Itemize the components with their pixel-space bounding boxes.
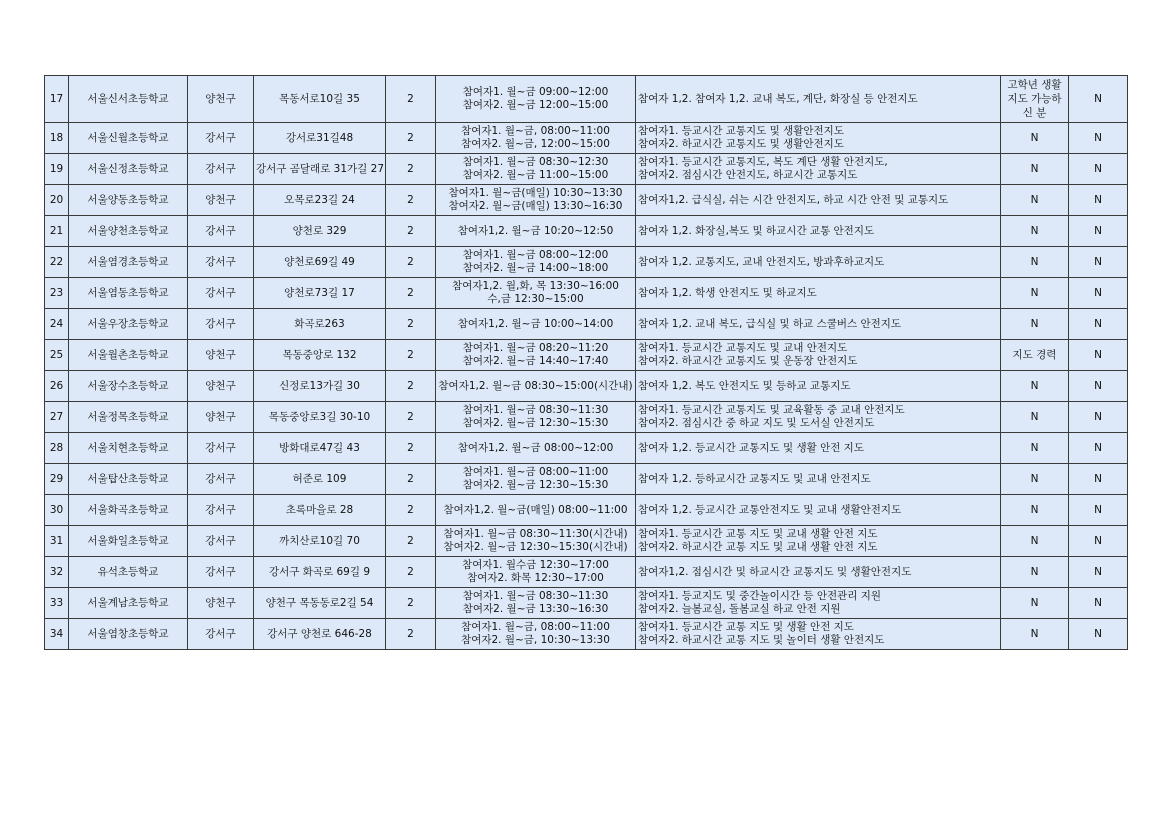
flag-cell: N (1069, 154, 1128, 185)
preference-cell: N (1001, 619, 1069, 650)
schedule-cell (436, 588, 636, 619)
participant-count-cell: 2 (386, 557, 436, 588)
table-row (45, 154, 1128, 185)
duty-line: 참여자 1,2. 등하교시간 교통지도 및 교내 안전지도 (638, 472, 871, 485)
duty-cell (636, 123, 1001, 154)
schedule-line: 참여자1,2. 월~금 08:00~12:00 (457, 441, 614, 454)
school-name-cell: 유석초등학교 (69, 557, 188, 588)
schedule-line: 참여자2. 월~금 12:30~15:30 (462, 417, 609, 429)
preference-cell: N (1001, 371, 1069, 402)
row-number-cell: 19 (45, 154, 69, 185)
address-cell: 초록마을로 28 (254, 495, 386, 526)
participant-count-cell: 2 (386, 588, 436, 619)
flag-cell: N (1069, 619, 1128, 650)
recruitment-table (44, 75, 1128, 650)
address-cell: 양천로73길 17 (254, 278, 386, 309)
schedule-line: 참여자1. 월~금 08:00~11:00 (462, 466, 609, 478)
table-row (45, 557, 1128, 588)
schedule-line: 참여자1. 월수금 12:30~17:00 (462, 559, 609, 571)
table-row (45, 402, 1128, 433)
duty-cell (636, 76, 1001, 123)
row-number-cell: 31 (45, 526, 69, 557)
school-name-cell: 서울신정초등학교 (69, 154, 188, 185)
duty-cell (636, 588, 1001, 619)
schedule-line: 참여자1. 월~금 08:20~11:20 (462, 342, 609, 354)
duty-line: 참여자1,2. 점심시간 및 하교시간 교통지도 및 생활안전지도 (638, 565, 912, 578)
duty-line: 참여자 1,2. 복도 안전지도 및 등하교 교통지도 (638, 379, 851, 392)
schedule-line: 참여자1. 월~금, 08:00~11:00 (461, 621, 610, 633)
school-name-cell: 서울계남초등학교 (69, 588, 188, 619)
address-cell: 목동중앙로3길 30-10 (254, 402, 386, 433)
row-number-cell: 24 (45, 309, 69, 340)
schedule-cell (436, 340, 636, 371)
schedule-cell (436, 371, 636, 402)
row-number-cell: 33 (45, 588, 69, 619)
duty-line: 참여자1,2. 급식실, 쉬는 시간 안전지도, 하교 시간 안전 및 교통지도 (638, 193, 949, 206)
table-row (45, 185, 1128, 216)
duty-cell (636, 247, 1001, 278)
school-name-cell: 서울탑산초등학교 (69, 464, 188, 495)
duty-line: 참여자1. 등교시간 교통 지도 및 생활 안전 지도 (638, 621, 854, 633)
duty-line: 참여자 1,2. 화장실,복도 및 하교시간 교통 안전지도 (638, 224, 875, 237)
schedule-line: 참여자1. 월~금 08:30~11:30 (462, 590, 609, 602)
participant-count-cell: 2 (386, 278, 436, 309)
schedule-line: 참여자2. 월~금 12:30~15:30(시간내) (443, 541, 628, 553)
duty-cell (636, 154, 1001, 185)
district-cell: 강서구 (188, 247, 254, 278)
district-cell: 양천구 (188, 402, 254, 433)
schedule-line: 참여자1. 월~금 08:30~11:30(시간내) (443, 528, 628, 540)
table-row (45, 123, 1128, 154)
address-cell: 강서로31길48 (254, 123, 386, 154)
row-number-cell: 20 (45, 185, 69, 216)
preference-cell: N (1001, 588, 1069, 619)
preference-cell: N (1001, 557, 1069, 588)
duty-line: 참여자 1,2. 참여자 1,2. 교내 복도, 계단, 화장실 등 안전지도 (638, 92, 918, 105)
schedule-cell (436, 216, 636, 247)
duty-cell (636, 526, 1001, 557)
row-number-cell: 23 (45, 278, 69, 309)
address-cell: 신정로13가길 30 (254, 371, 386, 402)
schedule-line: 참여자1. 월~금(매일) 10:30~13:30 (448, 187, 623, 199)
district-cell: 양천구 (188, 371, 254, 402)
address-cell: 오목로23길 24 (254, 185, 386, 216)
duty-line: 참여자1. 등교지도 및 중간놀이시간 등 안전관리 지원 (638, 590, 882, 602)
schedule-line: 참여자1,2. 월,화, 목 13:30~16:00 (452, 280, 619, 292)
participant-count-cell: 2 (386, 309, 436, 340)
duty-line: 참여자2. 늘봄교실, 돌봄교실 하교 안전 지원 (638, 603, 841, 615)
duty-line: 참여자1. 등교시간 교통지도 및 교내 안전지도 (638, 342, 848, 354)
row-number-cell: 26 (45, 371, 69, 402)
flag-cell: N (1069, 371, 1128, 402)
schedule-line: 참여자2. 월~금 14:40~17:40 (462, 355, 609, 367)
table-row (45, 495, 1128, 526)
school-name-cell: 서울화곡초등학교 (69, 495, 188, 526)
schedule-line: 참여자1. 월~금 09:00~12:00 (462, 86, 609, 98)
district-cell: 강서구 (188, 309, 254, 340)
flag-cell: N (1069, 495, 1128, 526)
address-cell: 양천로69길 49 (254, 247, 386, 278)
participant-count-cell: 2 (386, 526, 436, 557)
row-number-cell: 28 (45, 433, 69, 464)
participant-count-cell: 2 (386, 464, 436, 495)
address-cell: 양천구 목동동로2길 54 (254, 588, 386, 619)
address-cell: 목동서로10길 35 (254, 76, 386, 123)
schedule-line: 참여자1,2. 월~금 08:30~15:00(시간내) (438, 379, 633, 392)
district-cell: 양천구 (188, 76, 254, 123)
row-number-cell: 30 (45, 495, 69, 526)
district-cell: 강서구 (188, 464, 254, 495)
address-cell: 까치산로10길 70 (254, 526, 386, 557)
row-number-cell: 32 (45, 557, 69, 588)
preference-cell: 고학년 생활 지도 가능하 신 분 (1001, 76, 1069, 123)
address-cell: 강서구 곰달래로 31가길 27 (254, 154, 386, 185)
address-cell: 양천로 329 (254, 216, 386, 247)
schedule-cell (436, 495, 636, 526)
table-row (45, 619, 1128, 650)
flag-cell: N (1069, 402, 1128, 433)
schedule-line: 참여자1. 월~금 08:00~12:00 (462, 249, 609, 261)
schedule-cell (436, 123, 636, 154)
participant-count-cell: 2 (386, 154, 436, 185)
preference-cell: N (1001, 309, 1069, 340)
duty-line: 참여자1. 등교시간 교통지도, 복도 계단 생활 안전지도, (638, 156, 888, 168)
duty-line: 참여자2. 하교시간 교통지도 및 생활안전지도 (638, 138, 844, 150)
schedule-cell (436, 154, 636, 185)
participant-count-cell: 2 (386, 185, 436, 216)
duty-cell (636, 402, 1001, 433)
flag-cell: N (1069, 588, 1128, 619)
preference-cell: N (1001, 154, 1069, 185)
flag-cell: N (1069, 76, 1128, 123)
district-cell: 양천구 (188, 185, 254, 216)
flag-cell: N (1069, 433, 1128, 464)
preference-cell: N (1001, 278, 1069, 309)
flag-cell: N (1069, 309, 1128, 340)
preference-cell: N (1001, 433, 1069, 464)
flag-cell: N (1069, 185, 1128, 216)
row-number-cell: 34 (45, 619, 69, 650)
duty-line: 참여자 1,2. 등교시간 교통안전지도 및 교내 생활안전지도 (638, 503, 902, 516)
district-cell: 강서구 (188, 123, 254, 154)
row-number-cell: 17 (45, 76, 69, 123)
school-name-cell: 서울월촌초등학교 (69, 340, 188, 371)
school-name-cell: 서울신월초등학교 (69, 123, 188, 154)
flag-cell: N (1069, 278, 1128, 309)
duty-cell (636, 495, 1001, 526)
schedule-line: 참여자2. 월~금, 10:30~13:30 (461, 634, 610, 646)
flag-cell: N (1069, 464, 1128, 495)
schedule-cell (436, 76, 636, 123)
duty-line: 참여자1. 등교시간 교통 지도 및 교내 생활 안전 지도 (638, 528, 878, 540)
duty-line: 참여자2. 점심시간 중 하교 지도 및 도서실 안전지도 (638, 417, 875, 429)
participant-count-cell: 2 (386, 433, 436, 464)
row-number-cell: 27 (45, 402, 69, 433)
duty-line: 참여자 1,2. 학생 안전지도 및 하교지도 (638, 286, 817, 299)
schedule-line: 참여자1. 월~금 08:30~12:30 (462, 156, 609, 168)
row-number-cell: 25 (45, 340, 69, 371)
schedule-line: 참여자1,2. 월~금 10:20~12:50 (457, 224, 614, 237)
row-number-cell: 29 (45, 464, 69, 495)
duty-line: 참여자 1,2. 등교시간 교통지도 및 생활 안전 지도 (638, 441, 864, 454)
schedule-line: 참여자1,2. 월~금(매일) 08:00~11:00 (443, 503, 628, 516)
duty-line: 참여자1. 등교시간 교통지도 및 교육활동 중 교내 안전지도 (638, 404, 905, 416)
duty-cell (636, 433, 1001, 464)
table-row (45, 216, 1128, 247)
participant-count-cell: 2 (386, 216, 436, 247)
duty-line: 참여자2. 하교시간 교통지도 및 운동장 안전지도 (638, 355, 858, 367)
duty-cell (636, 309, 1001, 340)
duty-line: 참여자2. 하교시간 교통 지도 및 교내 생활 안전 지도 (638, 541, 878, 553)
address-cell: 방화대로47길 43 (254, 433, 386, 464)
duty-cell (636, 464, 1001, 495)
duty-cell (636, 216, 1001, 247)
schedule-line: 참여자1. 월~금, 08:00~11:00 (461, 125, 610, 137)
table-row (45, 526, 1128, 557)
schedule-cell (436, 526, 636, 557)
preference-cell: N (1001, 495, 1069, 526)
district-cell: 강서구 (188, 495, 254, 526)
duty-cell (636, 619, 1001, 650)
preference-cell: N (1001, 123, 1069, 154)
school-name-cell: 서울정목초등학교 (69, 402, 188, 433)
schedule-cell (436, 619, 636, 650)
schedule-line: 참여자2. 월~금 12:00~15:00 (462, 99, 609, 111)
duty-cell (636, 185, 1001, 216)
row-number-cell: 21 (45, 216, 69, 247)
duty-line: 참여자 1,2. 교통지도, 교내 안전지도, 방과후하교지도 (638, 255, 885, 268)
schedule-cell (436, 185, 636, 216)
address-cell: 허준로 109 (254, 464, 386, 495)
district-cell: 강서구 (188, 557, 254, 588)
table-row (45, 371, 1128, 402)
duty-cell (636, 278, 1001, 309)
district-cell: 강서구 (188, 526, 254, 557)
schedule-cell (436, 278, 636, 309)
district-cell: 강서구 (188, 619, 254, 650)
participant-count-cell: 2 (386, 340, 436, 371)
participant-count-cell: 2 (386, 123, 436, 154)
duty-cell (636, 557, 1001, 588)
participant-count-cell: 2 (386, 495, 436, 526)
schedule-line: 참여자2. 월~금 13:30~16:30 (462, 603, 609, 615)
school-name-cell: 서울신서초등학교 (69, 76, 188, 123)
schedule-line: 참여자2. 월~금 12:30~15:30 (462, 479, 609, 491)
table-row (45, 309, 1128, 340)
duty-line: 참여자 1,2. 교내 복도, 급식실 및 하교 스쿨버스 안전지도 (638, 317, 902, 330)
table-row (45, 76, 1128, 123)
duty-cell (636, 340, 1001, 371)
row-number-cell: 22 (45, 247, 69, 278)
schedule-cell (436, 433, 636, 464)
flag-cell: N (1069, 557, 1128, 588)
school-name-cell: 서울화일초등학교 (69, 526, 188, 557)
preference-cell: N (1001, 247, 1069, 278)
flag-cell: N (1069, 340, 1128, 371)
table-row (45, 433, 1128, 464)
district-cell: 양천구 (188, 588, 254, 619)
schedule-cell (436, 247, 636, 278)
table-row (45, 588, 1128, 619)
duty-line: 참여자2. 하교시간 교통 지도 및 놀이터 생활 안전지도 (638, 634, 885, 646)
school-name-cell: 서울염경초등학교 (69, 247, 188, 278)
preference-cell: 지도 경력 (1001, 340, 1069, 371)
duty-line: 참여자2. 점심시간 안전지도, 하교시간 교통지도 (638, 169, 858, 181)
address-cell: 강서구 양천로 646-28 (254, 619, 386, 650)
table-row (45, 464, 1128, 495)
flag-cell: N (1069, 247, 1128, 278)
participant-count-cell: 2 (386, 619, 436, 650)
table-row (45, 340, 1128, 371)
flag-cell: N (1069, 123, 1128, 154)
address-cell: 강서구 화곡로 69길 9 (254, 557, 386, 588)
address-cell: 목동중앙로 132 (254, 340, 386, 371)
duty-cell (636, 371, 1001, 402)
district-cell: 양천구 (188, 340, 254, 371)
flag-cell: N (1069, 216, 1128, 247)
schedule-line: 참여자1,2. 월~금 10:00~14:00 (457, 317, 614, 330)
preference-cell: N (1001, 526, 1069, 557)
school-name-cell: 서울치현초등학교 (69, 433, 188, 464)
row-number-cell: 18 (45, 123, 69, 154)
table-body (45, 76, 1128, 650)
schedule-line: 참여자2. 월~금, 12:00~15:00 (461, 138, 610, 150)
preference-cell: N (1001, 464, 1069, 495)
schedule-line: 수,금 12:30~15:00 (487, 293, 584, 305)
district-cell: 강서구 (188, 278, 254, 309)
schedule-cell (436, 557, 636, 588)
flag-cell: N (1069, 526, 1128, 557)
school-name-cell: 서울양동초등학교 (69, 185, 188, 216)
table-row (45, 278, 1128, 309)
participant-count-cell: 2 (386, 247, 436, 278)
school-name-cell: 서울염동초등학교 (69, 278, 188, 309)
district-cell: 강서구 (188, 154, 254, 185)
schedule-line: 참여자2. 월~금 11:00~15:00 (462, 169, 609, 181)
preference-cell: N (1001, 402, 1069, 433)
schedule-line: 참여자2. 월~금 14:00~18:00 (462, 262, 609, 274)
schedule-cell (436, 464, 636, 495)
participant-count-cell: 2 (386, 371, 436, 402)
schedule-cell (436, 402, 636, 433)
school-name-cell: 서울양천초등학교 (69, 216, 188, 247)
school-name-cell: 서울우장초등학교 (69, 309, 188, 340)
participant-count-cell: 2 (386, 402, 436, 433)
preference-cell: N (1001, 185, 1069, 216)
school-name-cell: 서울염창초등학교 (69, 619, 188, 650)
table-row (45, 247, 1128, 278)
schedule-line: 참여자1. 월~금 08:30~11:30 (462, 404, 609, 416)
participant-count-cell: 2 (386, 76, 436, 123)
schedule-line: 참여자2. 월~금(매일) 13:30~16:30 (448, 200, 623, 212)
district-cell: 강서구 (188, 216, 254, 247)
school-name-cell: 서울장수초등학교 (69, 371, 188, 402)
preference-cell: N (1001, 216, 1069, 247)
district-cell: 강서구 (188, 433, 254, 464)
schedule-cell (436, 309, 636, 340)
schedule-line: 참여자2. 화목 12:30~17:00 (467, 572, 604, 584)
address-cell: 화곡로263 (254, 309, 386, 340)
duty-line: 참여자1. 등교시간 교통지도 및 생활안전지도 (638, 125, 844, 137)
